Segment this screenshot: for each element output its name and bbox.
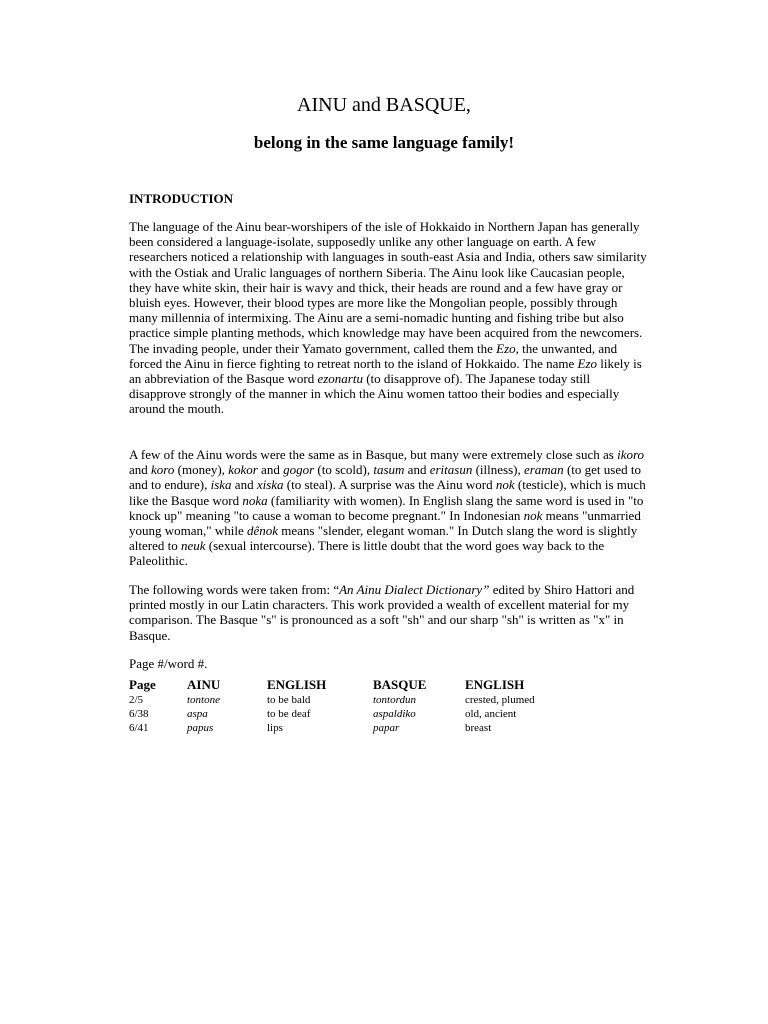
- table-row: [129, 721, 565, 735]
- cell-ainu: papus: [187, 722, 214, 734]
- cell-page: 6/38: [129, 708, 149, 720]
- document-title: AINU and BASQUE,: [297, 94, 471, 116]
- cell-english: to be deaf: [267, 708, 311, 720]
- text-run: (testicle), which is much like the Basque word: [129, 477, 646, 508]
- page-word-label: Page #/word #.: [129, 656, 208, 671]
- italic-term: neuk: [180, 538, 206, 554]
- italic-term: nok: [523, 507, 543, 523]
- italic-term: tasum: [373, 462, 405, 478]
- italic-term: Ezo: [496, 340, 516, 356]
- italic-term: gogor: [283, 462, 315, 478]
- italic-term: nok: [495, 477, 515, 493]
- text-run: (money),: [174, 462, 229, 478]
- cell-page: 6/41: [129, 722, 149, 734]
- text-run: and: [129, 462, 152, 478]
- text-run: likely is an abbreviation of the Basque word: [129, 355, 642, 387]
- cell-page: 2/5: [129, 694, 144, 706]
- cell-english-2: old, ancient: [465, 708, 517, 720]
- cell-ainu: aspa: [187, 708, 208, 720]
- column-header-english: ENGLISH: [267, 677, 327, 692]
- cell-english-2: crested, plumed: [465, 694, 535, 706]
- text-run: (illness),: [472, 462, 524, 478]
- column-header-ainu: AINU: [187, 677, 221, 692]
- document-subtitle: belong in the same language family!: [253, 133, 515, 152]
- cell-english-2: breast: [465, 722, 492, 734]
- italic-term: iska: [210, 477, 232, 493]
- text-run: The language of the Ainu bear-worshipers of the isle of Hokkaido in Northern Japan has generally been considered a language-isolate, supposedly unlike any other language on earth. A few researchers noticed a relationship with languages in south-east Asia and India, others saw similarity with the Ostiak and Uralic languages of northern Siberia. The Ainu look like Caucasian people, they have white skin, their hair is wavy and thick, their heads are round and a few have gray or bluish eyes. However, their blood types are more like the Mongolian people, possibly through many millennia of intermixing. The Ainu are a semi-nomadic hunting and fishing tribe but also practice simple planting methods, which knowledge may have been acquired from the newcomers. The invading people, under their Yamato government, called them the: [129, 219, 647, 356]
- source-book-title: An Ainu Dialect Dictionary”: [339, 582, 490, 597]
- italic-term: dênok: [246, 523, 279, 539]
- table-row: [129, 693, 565, 707]
- column-header-english-2: ENGLISH: [465, 677, 525, 692]
- table-row: [129, 707, 565, 721]
- paragraph-source: [129, 582, 649, 643]
- paragraph-1: [129, 219, 649, 417]
- section-heading-introduction: INTRODUCTION: [129, 191, 234, 206]
- column-header-page: Page: [129, 677, 156, 692]
- text-run: and: [231, 477, 257, 493]
- text-run: A few of the Ainu words were the same as in Basque, but many were extremely close such as: [129, 447, 618, 462]
- text-run: means "slender, elegant woman." In Dutch slang the word is slightly altered to: [129, 523, 638, 554]
- italic-term: koro: [151, 462, 175, 478]
- text-run: (sexual intercourse). There is little doubt that the word goes way back to the Paleolithic.: [129, 538, 605, 569]
- italic-term: ezonartu: [317, 371, 363, 387]
- cell-ainu: tontone: [187, 694, 220, 706]
- text-run: (to get used to and to endure),: [129, 462, 641, 493]
- cell-basque: papar: [373, 722, 400, 734]
- source-text-before: The following words were taken from: “: [129, 582, 340, 597]
- cell-basque: tontordun: [373, 694, 416, 706]
- column-header-basque: BASQUE: [373, 677, 427, 692]
- text-run: , the unwanted, and forced the Ainu in fierce fighting to retreat north to the island of Hokkaido. The name: [129, 340, 618, 371]
- word-comparison-table: [129, 677, 565, 735]
- italic-term: eraman: [523, 462, 564, 478]
- table-header-row: [129, 677, 565, 693]
- cell-english: lips: [267, 722, 283, 734]
- italic-term: Ezo: [577, 355, 597, 371]
- text-run: (to scold),: [314, 462, 374, 478]
- text-run: (familiarity with women). In English slang the same word is used in "to knock up" meaning "to cause a woman to become pregnant." In Indonesian: [129, 492, 644, 523]
- text-run: (to steal). A surprise was the Ainu word: [283, 477, 496, 493]
- text-run: and: [404, 462, 430, 478]
- source-text-after: edited by Shiro Hattori and printed mostly in our Latin characters. This work provided a wealth of excellent material for my comparison. The Basque "s" is pronounced as a soft "sh" and our sharp "sh" is written as "x" in Basque.: [129, 582, 635, 643]
- cell-basque: aspaldiko: [373, 708, 416, 720]
- italic-term: eritasun: [429, 462, 473, 478]
- cell-english: to be bald: [267, 694, 311, 706]
- text-run: (to disapprove of). The Japanese today still disapprove strongly of the manner in which the Ainu women tattoo their bodies and especially around the mouth.: [129, 371, 620, 417]
- italic-term: kokor: [228, 462, 258, 478]
- italic-term: noka: [242, 492, 268, 508]
- italic-term: ikoro: [617, 447, 645, 462]
- text-run: means "unmarried young woman," while: [129, 507, 641, 539]
- paragraph-2: [129, 447, 649, 569]
- text-run: and: [257, 462, 284, 478]
- italic-term: xiska: [256, 477, 284, 493]
